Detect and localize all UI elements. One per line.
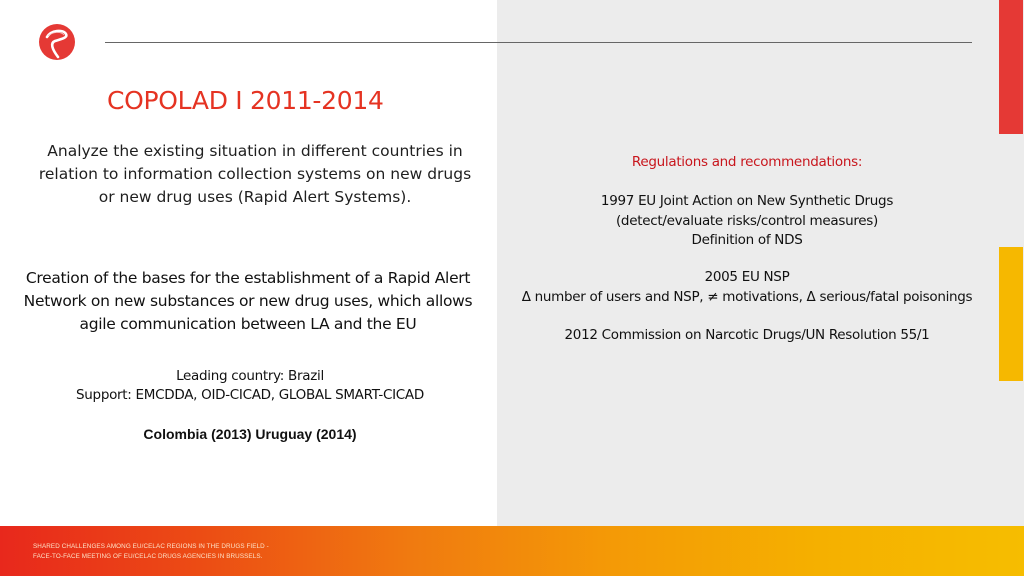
regulation-item-1997 [497,192,997,251]
creation-line: Creation of the bases for the establishment of a Rapid Alert [25,269,471,287]
right-panel-background [497,0,1024,526]
footer-line: FACE-TO-FACE MEETING OF EU/CELAC DRUGS AGENCIES IN BRUSSELS. [33,552,263,560]
intro-line: or new drug uses (Rapid Alert Systems). [98,188,412,206]
creation-paragraph [0,267,496,336]
slide-title: COPOLAD I 2011-2014 [107,86,384,115]
regulation-line: 2005 EU NSP [704,269,790,285]
creation-line: Network on new substances or new drug uses, which allows [23,292,473,310]
leading-info [0,367,500,405]
regulation-item-2005 [497,268,997,307]
header-divider [105,42,972,43]
creation-line: agile communication between LA and the EU [79,315,417,333]
logo-icon [39,24,75,60]
regulation-line: (detect/evaluate risks/control measures) [615,212,879,229]
regulation-line: Definition of NDS [691,232,803,248]
red-accent-bar [999,0,1023,134]
regulations-heading: Regulations and recommendations: [631,154,863,170]
footer-caption [33,542,269,561]
intro-line: relation to information collection systems on new drugs [38,165,472,183]
footer-line: SHARED CHALLENGES AMONG EU/CELAC REGIONS IN THE DRUGS FIELD - [33,543,269,550]
yellow-accent-bar [999,247,1023,381]
intro-line: Analyze the existing situation in different countries in [47,142,463,160]
regulation-item-2012 [497,326,997,346]
support-organizations: Support: EMCDDA, OID-CICAD, GLOBAL SMART-CICAD [76,387,424,403]
participating-countries: Colombia (2013) Uruguay (2014) [143,426,357,442]
leading-country: Leading country: Brazil [176,368,324,384]
regulation-line: Δ number of users and NSP, ≠ motivations, Δ serious/fatal poisonings [521,288,973,305]
regulation-line: 1997 EU Joint Action on New Synthetic Drugs [600,193,894,209]
footer-banner [0,526,1024,576]
intro-paragraph [0,140,510,209]
regulation-line: 2012 Commission on Narcotic Drugs/UN Resolution 55/1 [564,327,930,343]
